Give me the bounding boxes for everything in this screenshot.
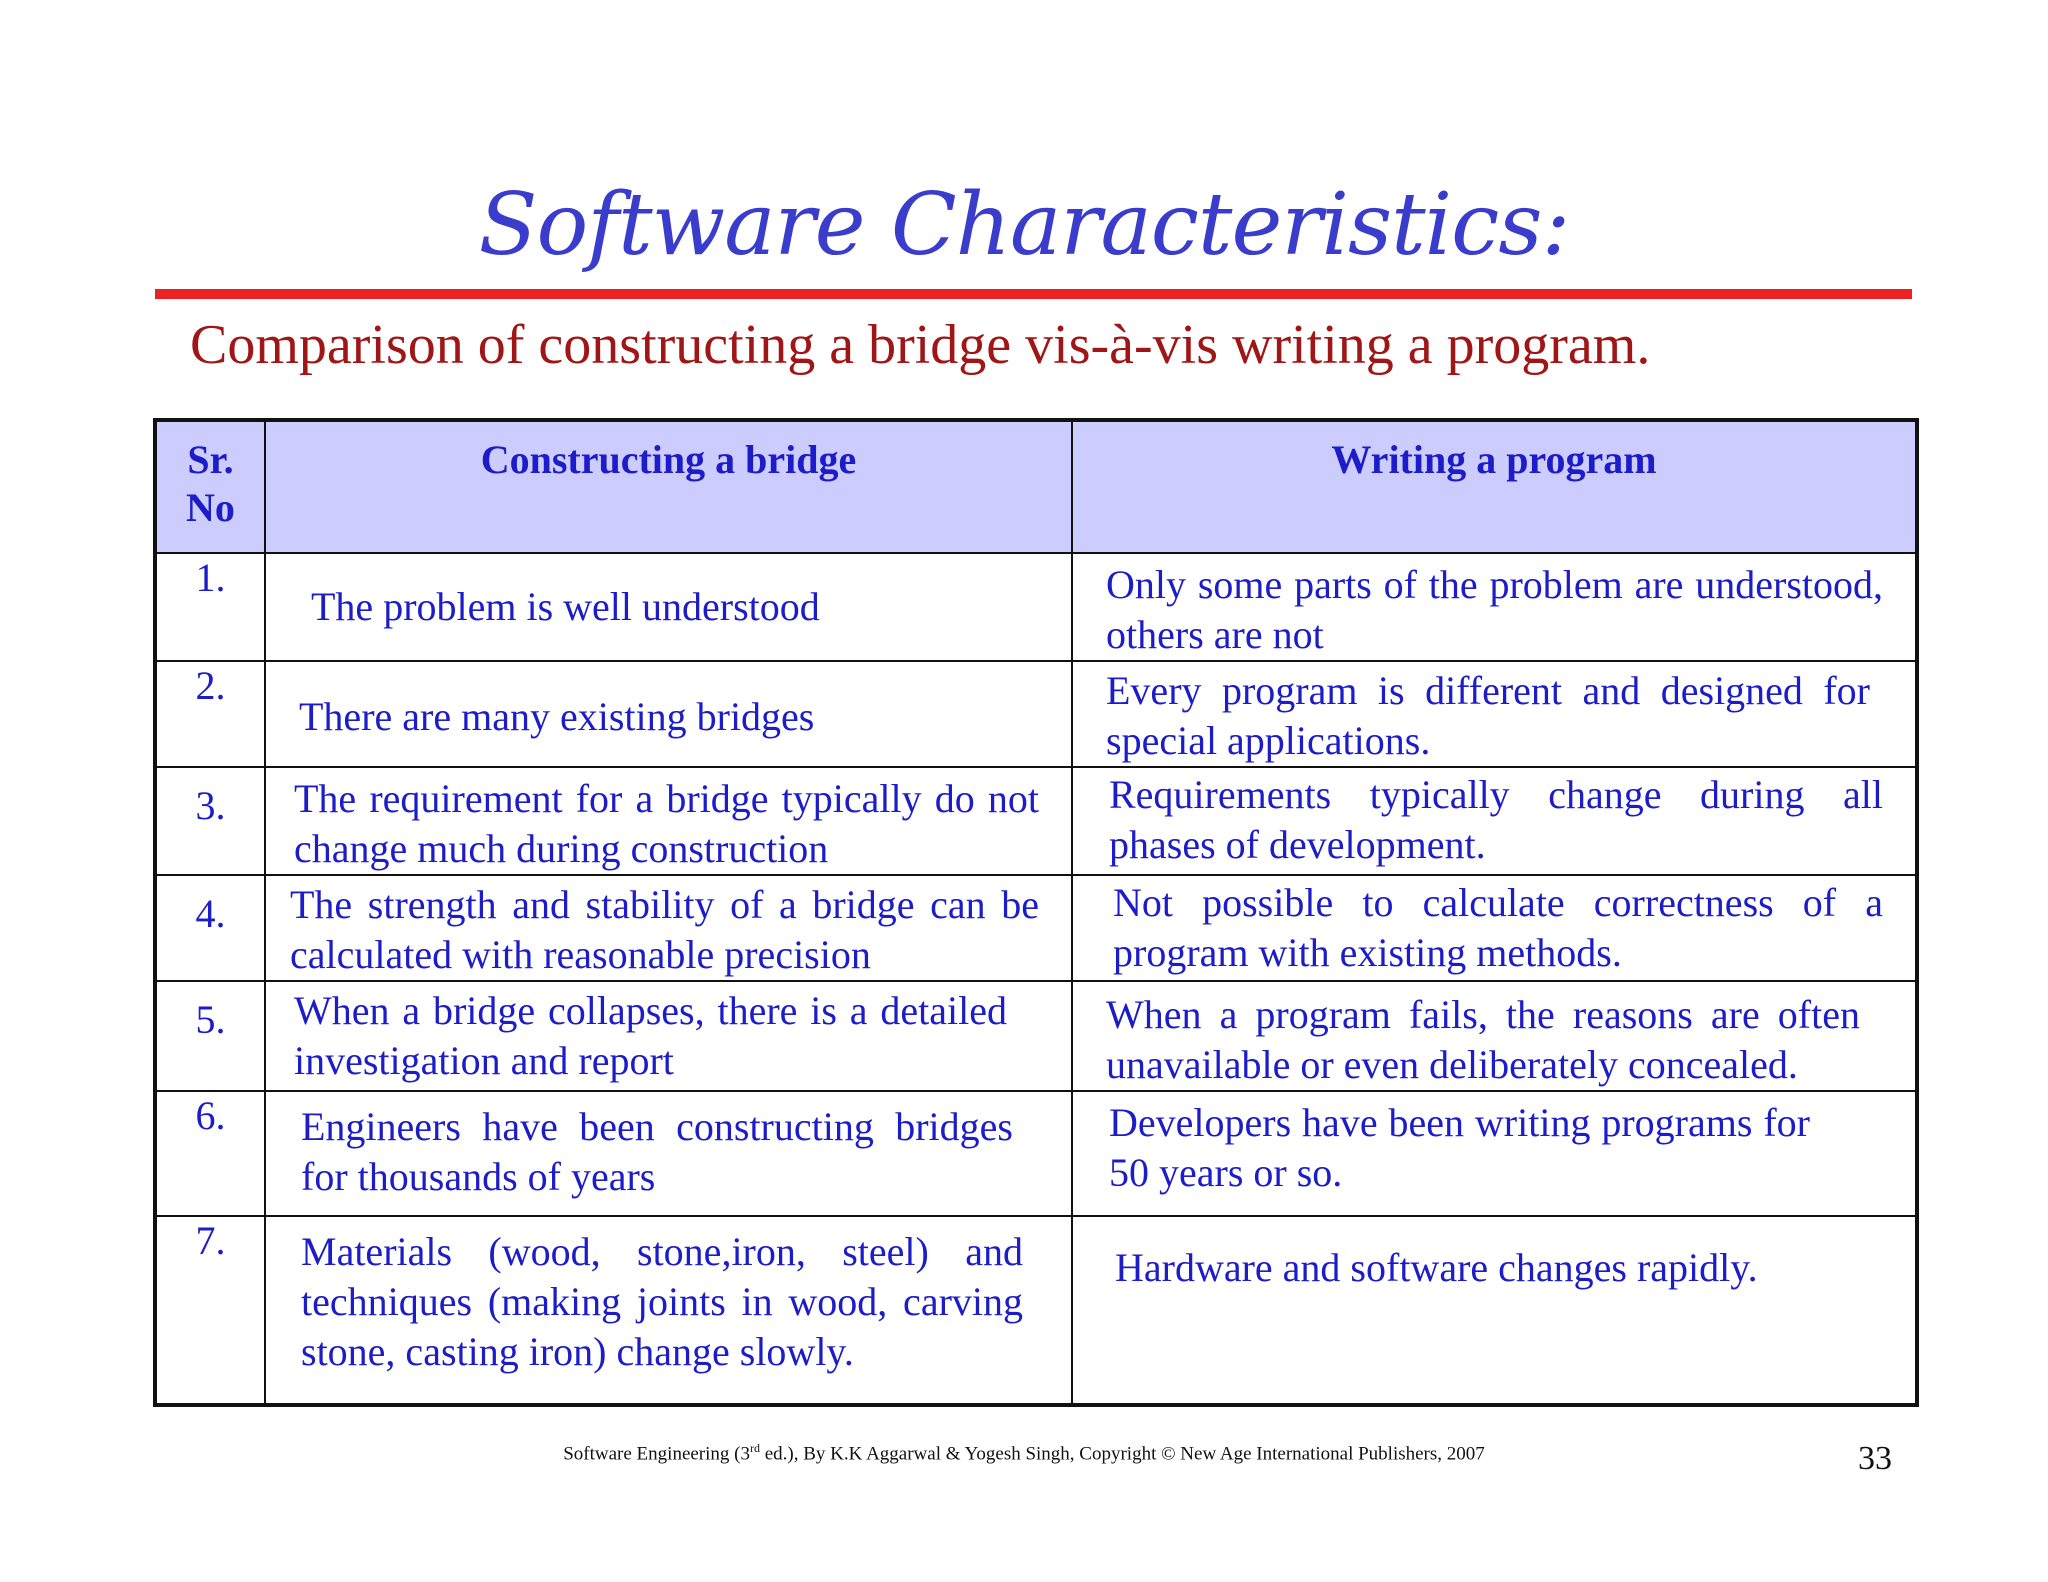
row-number: 1. bbox=[155, 553, 265, 661]
table-row bbox=[155, 767, 1917, 875]
program-text: Only some parts of the problem are understood, others are not bbox=[1106, 562, 1883, 657]
row-number: 6. bbox=[155, 1091, 265, 1216]
bridge-text: The strength and stability of a bridge can be calculated with reasonable precision bbox=[290, 882, 1039, 977]
program-cell bbox=[1072, 1216, 1917, 1405]
title-underline bbox=[155, 289, 1912, 299]
header-constructing-bridge: Constructing a bridge bbox=[265, 420, 1072, 553]
footer-superscript: rd bbox=[750, 1441, 760, 1455]
bridge-cell bbox=[265, 875, 1072, 981]
table-row bbox=[155, 1216, 1917, 1405]
program-text: Developers have been writing programs for 50 years or so. bbox=[1109, 1100, 1810, 1195]
bridge-cell bbox=[265, 767, 1072, 875]
footer-text-start: Software Engineering (3 bbox=[563, 1443, 750, 1465]
program-text: Every program is different and designed for special applications. bbox=[1106, 668, 1870, 763]
program-cell bbox=[1072, 661, 1917, 767]
header-sr-line1: Sr. bbox=[187, 437, 234, 482]
program-text: Not possible to calculate correctness of a program with existing methods. bbox=[1113, 880, 1883, 975]
bridge-cell bbox=[265, 661, 1072, 767]
bridge-cell bbox=[265, 1216, 1072, 1405]
row-number: 5. bbox=[155, 981, 265, 1091]
program-cell bbox=[1072, 981, 1917, 1091]
header-sr-line2: No bbox=[186, 485, 235, 530]
bridge-text: When a bridge collapses, there is a detailed investigation and report bbox=[294, 988, 1007, 1083]
header-writing-program: Writing a program bbox=[1072, 420, 1917, 553]
table-row bbox=[155, 661, 1917, 767]
bridge-text: The requirement for a bridge typically do not change much during construction bbox=[294, 776, 1039, 871]
bridge-text: There are many existing bridges bbox=[299, 694, 815, 739]
program-cell bbox=[1072, 875, 1917, 981]
footer-text-end: ed.), By K.K Aggarwal & Yogesh Singh, Copyright © New Age International Publishers, 2007 bbox=[760, 1443, 1485, 1465]
program-cell bbox=[1072, 553, 1917, 661]
table-row bbox=[155, 875, 1917, 981]
row-number: 4. bbox=[155, 875, 265, 981]
table-row bbox=[155, 553, 1917, 661]
program-cell bbox=[1072, 1091, 1917, 1216]
bridge-cell bbox=[265, 981, 1072, 1091]
program-text: Hardware and software changes rapidly. bbox=[1115, 1245, 1758, 1290]
header-sr-no bbox=[155, 420, 265, 553]
program-cell bbox=[1072, 767, 1917, 875]
program-text: When a program fails, the reasons are often unavailable or even deliberately concealed. bbox=[1106, 992, 1860, 1087]
slide-subtitle: Comparison of constructing a bridge vis-à-vis writing a program. bbox=[190, 314, 1651, 376]
bridge-text: The problem is well understood bbox=[311, 584, 820, 629]
table-row bbox=[155, 1091, 1917, 1216]
footer-citation bbox=[0, 1441, 2048, 1465]
bridge-cell bbox=[265, 553, 1072, 661]
row-number: 7. bbox=[155, 1216, 265, 1405]
bridge-text: Engineers have been constructing bridges for thousands of years bbox=[301, 1104, 1013, 1199]
table-header-row bbox=[155, 420, 1917, 553]
row-number: 3. bbox=[155, 767, 265, 875]
comparison-table bbox=[153, 418, 1919, 1407]
program-text: Requirements typically change during all phases of development. bbox=[1109, 772, 1883, 867]
slide-title: Software Characteristics: bbox=[478, 175, 1570, 275]
bridge-text: Materials (wood, stone,iron, steel) and techniques (making joints in wood, carving stone, casting iron) change slowly. bbox=[301, 1229, 1023, 1374]
bridge-cell bbox=[265, 1091, 1072, 1216]
page-number: 33 bbox=[1858, 1440, 1892, 1477]
row-number: 2. bbox=[155, 661, 265, 767]
table-row bbox=[155, 981, 1917, 1091]
